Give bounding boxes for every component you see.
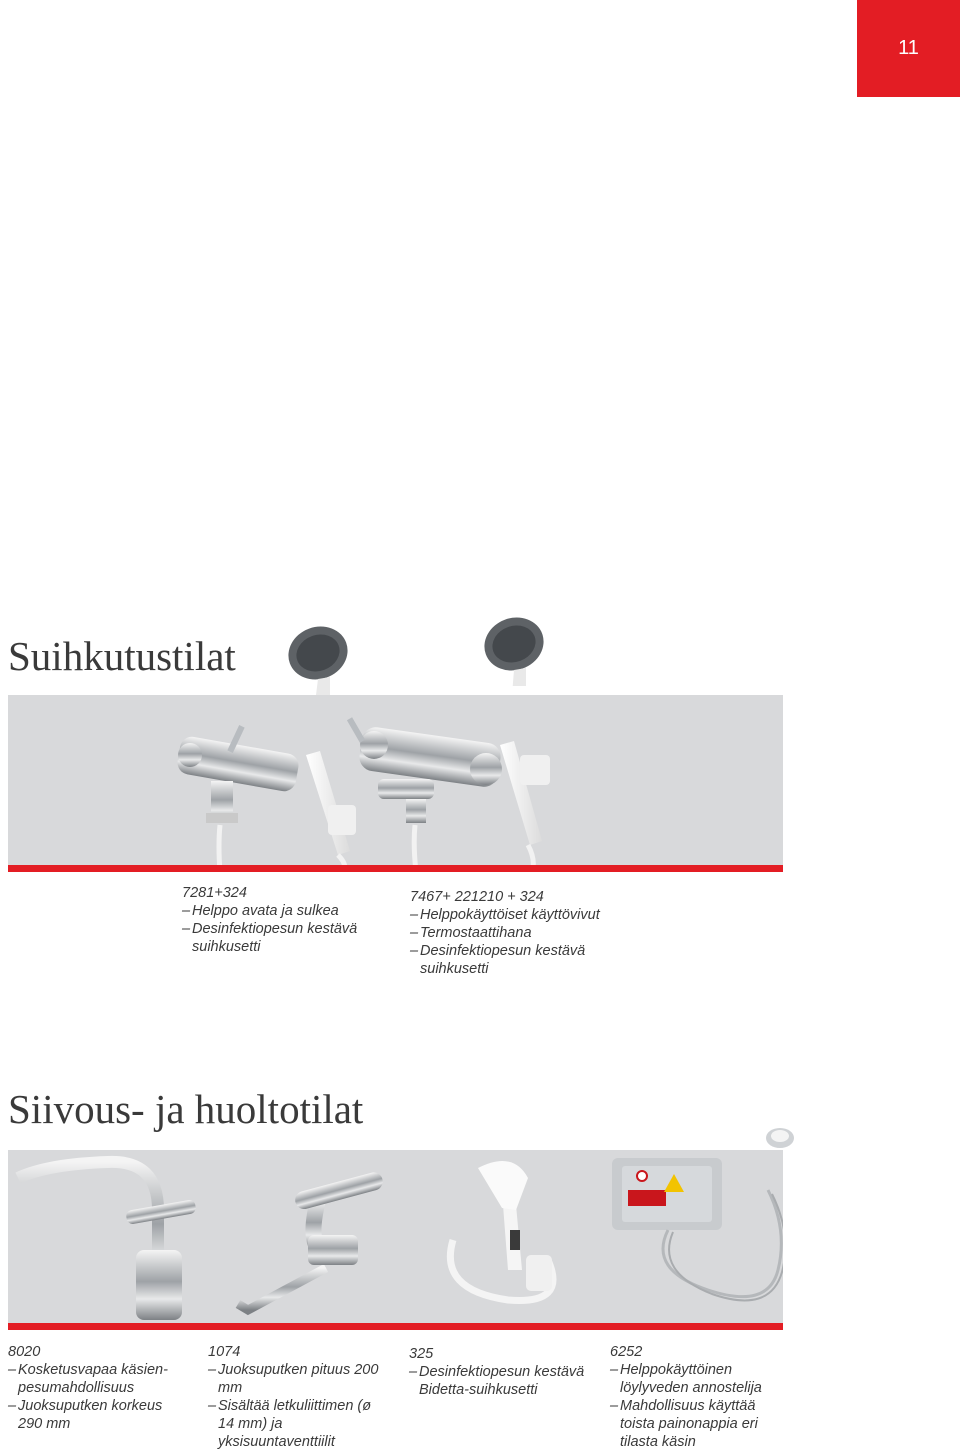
page-number: 11 <box>857 0 960 97</box>
product-feature: – Juoksuputken korkeus 290 mm <box>8 1397 178 1433</box>
product-7467-description <box>410 888 600 978</box>
product-code: 6252 <box>610 1344 643 1360</box>
product-feature: – Helppokäyttöiset käyttövivut <box>410 906 600 924</box>
section-title-showers: Suihkutustilat <box>8 633 236 679</box>
maintenance-products-image <box>8 1150 783 1330</box>
section-title-maintenance: Siivous- ja huoltotilat <box>8 1086 364 1132</box>
panel-accent-bar <box>8 1323 783 1330</box>
product-code: 8020 <box>8 1344 41 1360</box>
product-code: 1074 <box>208 1344 241 1360</box>
product-feature: – Kosketusvapaa käsien-pesumahdollisuus <box>8 1361 178 1397</box>
product-325-description <box>409 1345 599 1399</box>
product-feature: – Sisältää letkuliittimen (ø 14 mm) ja yksisuuntaventtiilit <box>208 1397 388 1451</box>
product-feature: – Termostaattihana <box>410 924 600 942</box>
product-code: 7281+324 <box>182 885 247 901</box>
product-code: 325 <box>409 1346 434 1362</box>
product-7281-description <box>182 884 372 956</box>
panel-accent-bar <box>8 865 783 872</box>
product-code: 7467+ 221210 + 324 <box>410 889 544 905</box>
product-1074-description <box>208 1343 388 1451</box>
maintenance-products-panel <box>8 1150 783 1330</box>
product-feature: – Desinfektiopesun kestävä suihkusetti <box>410 942 600 978</box>
shower-head-icon <box>280 615 360 695</box>
shower-products-panel <box>8 695 783 872</box>
product-8020-description <box>8 1343 178 1433</box>
product-feature: – Mahdollisuus käyttää toista painonappia eri tilasta käsin <box>610 1397 780 1451</box>
product-feature: – Desinfektiopesun kestävä suihkusetti <box>182 920 372 956</box>
shower-head-icon <box>476 606 556 686</box>
product-feature: – Helppokäyttöinen löylyveden annostelija <box>610 1361 780 1397</box>
product-feature: – Helppo avata ja sulkea <box>182 902 372 920</box>
shower-mixer-7281-image <box>8 695 783 872</box>
push-button-icon <box>760 1118 800 1158</box>
product-feature: – Juoksuputken pituus 200 mm <box>208 1361 388 1397</box>
product-feature: – Desinfektiopesun kestävä Bidetta-suihkusetti <box>409 1363 599 1399</box>
product-6252-description <box>610 1343 780 1451</box>
